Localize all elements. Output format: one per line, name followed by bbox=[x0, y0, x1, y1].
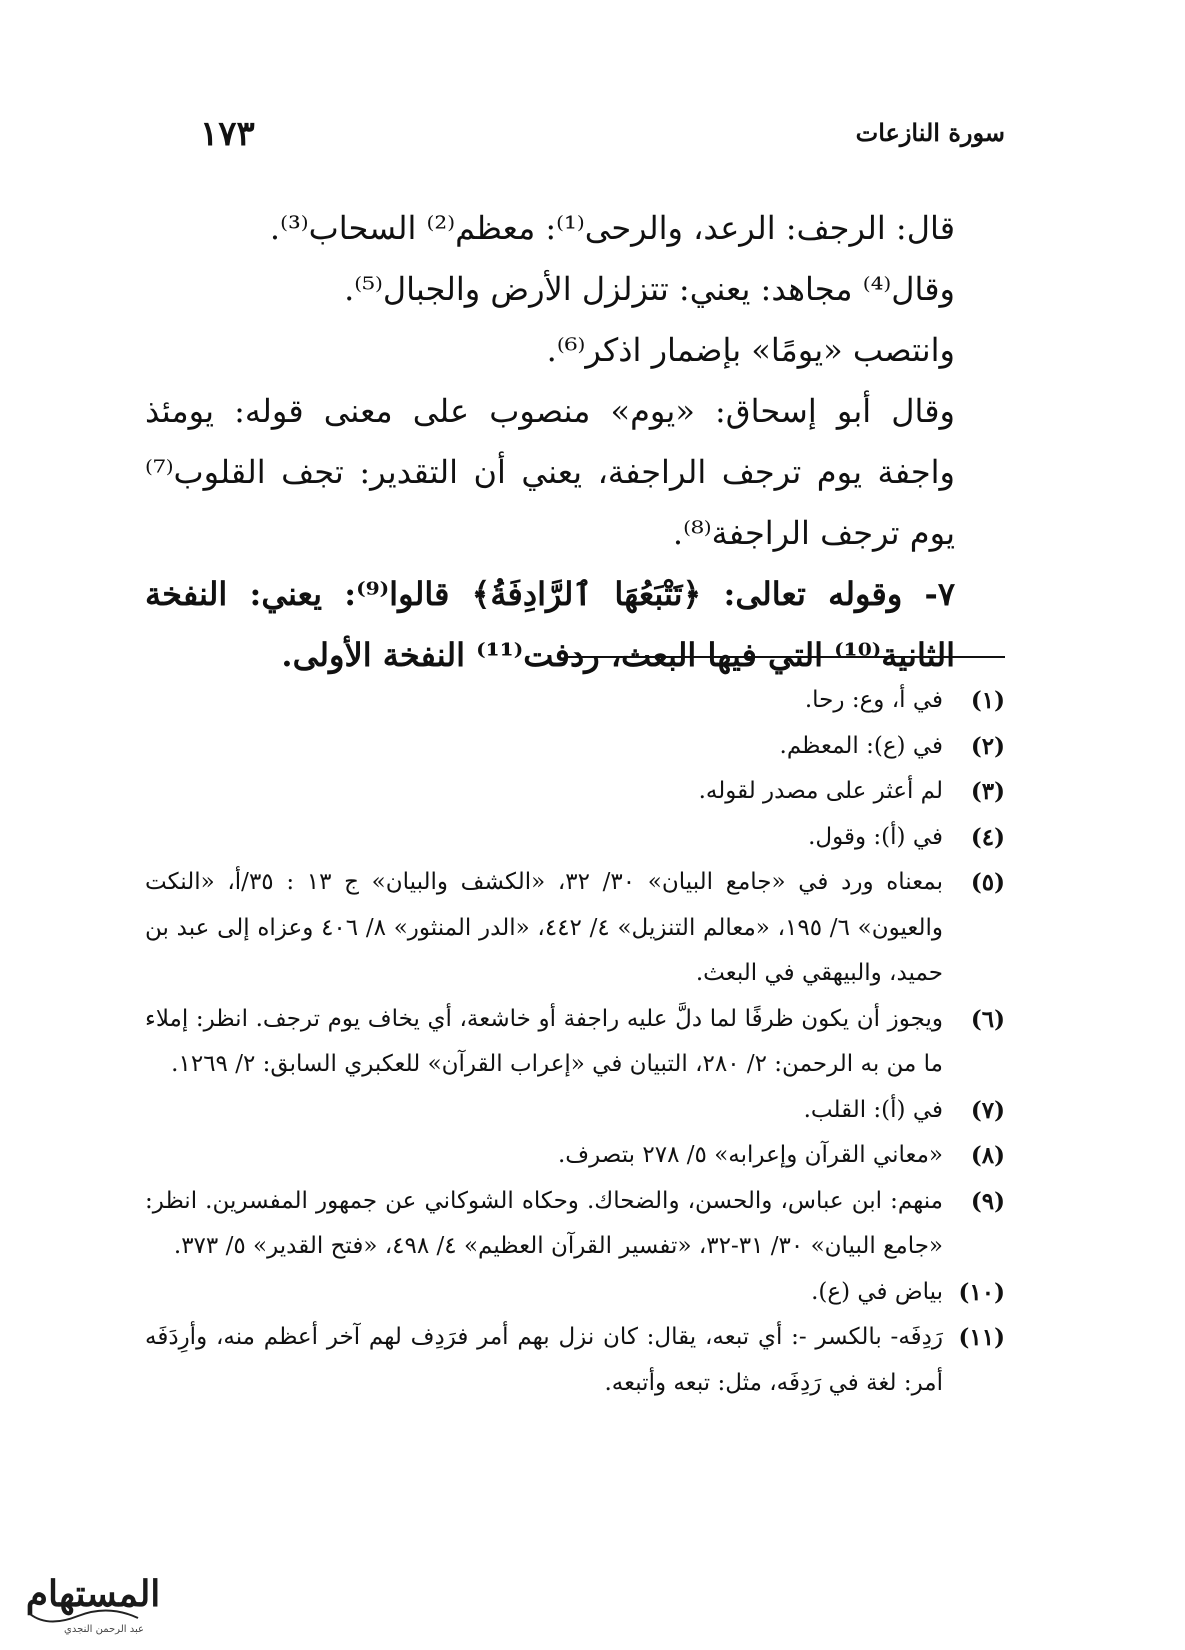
body-paragraph: وقال⁽⁴⁾ مجاهد: يعني: تتزلزل الأرض والجبال⁽⁵⁾. bbox=[344, 270, 955, 308]
body-paragraph: قال: الرجف: الرعد، والرحى⁽¹⁾: معظم⁽²⁾ السحاب⁽³⁾. bbox=[269, 209, 955, 247]
footnote-text: في (أ): القلب. bbox=[803, 1096, 943, 1123]
logo-text: المستهام bbox=[25, 1573, 161, 1615]
footnote-number: (٣) bbox=[970, 778, 1005, 805]
footnote-item bbox=[145, 1179, 1005, 1270]
footnote-text: في (أ): وقول. bbox=[808, 823, 943, 850]
footnote-item bbox=[145, 1315, 1005, 1406]
chapter-title: سورة النازعات bbox=[855, 118, 1005, 147]
footnote-item bbox=[145, 678, 1005, 724]
footnotes bbox=[145, 678, 1005, 1406]
footnote-number: (٨) bbox=[970, 1142, 1005, 1169]
footnote-item bbox=[145, 769, 1005, 815]
footnote-item bbox=[145, 815, 1005, 861]
footnote-text: «معاني القرآن وإعرابه» ٥/ ٢٧٨ بتصرف. bbox=[557, 1142, 943, 1168]
footnote-item bbox=[145, 997, 1005, 1088]
calligraphy-logo-icon bbox=[18, 1558, 168, 1644]
footnote-item bbox=[145, 1270, 1005, 1316]
footnote-number: (٤) bbox=[970, 823, 1005, 851]
footnote-text: بياض في (ع). bbox=[811, 1278, 943, 1305]
footnote-number: (٦) bbox=[970, 1005, 1005, 1033]
footnote-text: رَدِفَه- بالكسر -: أي تبعه، يقال: كان نزل بهم أمر فرَدِف لهم آخر أعظم منه، وأرِدَفَه أمر: لغة في رَدِفَه، مثل: تبعه وأتبعه. bbox=[145, 1324, 943, 1396]
footnote-text: بمعناه ورد في «جامع البيان» ٣٠/ ٣٢، «الكشف والبيان» ج ١٣ : ٣٥/أ، «النكت والعيون» ٦/ ١٩٥، «معالم التنزيل» ٤/ ٤٤٢، «الدر المنثور» ٨/ ٤٠٦ وعزاه إلى عبد بن حميد، والبيهقي في البعث. bbox=[145, 869, 944, 986]
footnote-text: في أ، وع: رحا. bbox=[804, 687, 943, 713]
footnote-number: (٥) bbox=[970, 869, 1005, 896]
footnote-number: (٧) bbox=[970, 1096, 1005, 1124]
footnote-text: في (ع): المعظم. bbox=[779, 732, 943, 759]
footnote-item bbox=[145, 1133, 1005, 1179]
logo-caption: عبد الرحمن النجدي bbox=[64, 1624, 144, 1635]
footnote-separator bbox=[565, 656, 1005, 658]
footnote-number: (٩) bbox=[970, 1187, 1005, 1215]
verse-commentary-paragraph: ٧- وقوله تعالى: ﴿تَتْبَعُهَا ٱلرَّادِفَةُ﴾ قالوا⁽⁹⁾: يعني: النفخة الثانية⁽¹⁰⁾ التي فيها البعث، ردفت⁽¹¹⁾ النفخة الأولى. bbox=[145, 575, 956, 674]
body-paragraph: وانتصب «يومًا» بإضمار اذكر⁽⁶⁾. bbox=[546, 331, 955, 369]
page-header bbox=[200, 114, 1005, 168]
footnote-text: لم أعثر على مصدر لقوله. bbox=[698, 778, 943, 804]
body-paragraph: وقال أبو إسحاق: «يوم» منصوب على معنى قوله: يومئذ واجفة يوم ترجف الراجفة، يعني أن التقدير: تجف القلوب⁽⁷⁾ يوم ترجف الراجفة⁽⁸⁾. bbox=[145, 392, 955, 552]
page-number: ١٧٣ bbox=[200, 114, 255, 154]
footnote-number: (١١) bbox=[958, 1324, 1005, 1351]
footnote-number: (٢) bbox=[970, 732, 1005, 760]
footnote-number: (١٠) bbox=[958, 1278, 1005, 1306]
footnote-text: منهم: ابن عباس، والحسن، والضحاك. وحكاه الشوكاني عن جمهور المفسرين. انظر: «جامع البيان» ٣٠/ ٣١-٣٢، «تفسير القرآن العظيم» ٤/ ٤٩٨، «فتح القدير» ٥/ ٣٧٣. bbox=[145, 1187, 943, 1259]
footnote-item bbox=[145, 1088, 1005, 1134]
footnote-item bbox=[145, 724, 1005, 770]
footnote-text: ويجوز أن يكون ظرفًا لما دلَّ عليه راجفة أو خاشعة، أي يخاف يوم ترجف. انظر: إملاء ما من به الرحمن: ٢/ ٢٨٠، التبيان في «إعراب القرآن» للعكبري السابق: ٢/ ١٢٦٩. bbox=[145, 1005, 943, 1077]
footnote-number: (١) bbox=[970, 687, 1005, 714]
footnote-item bbox=[145, 860, 1005, 997]
main-text bbox=[145, 198, 1005, 686]
